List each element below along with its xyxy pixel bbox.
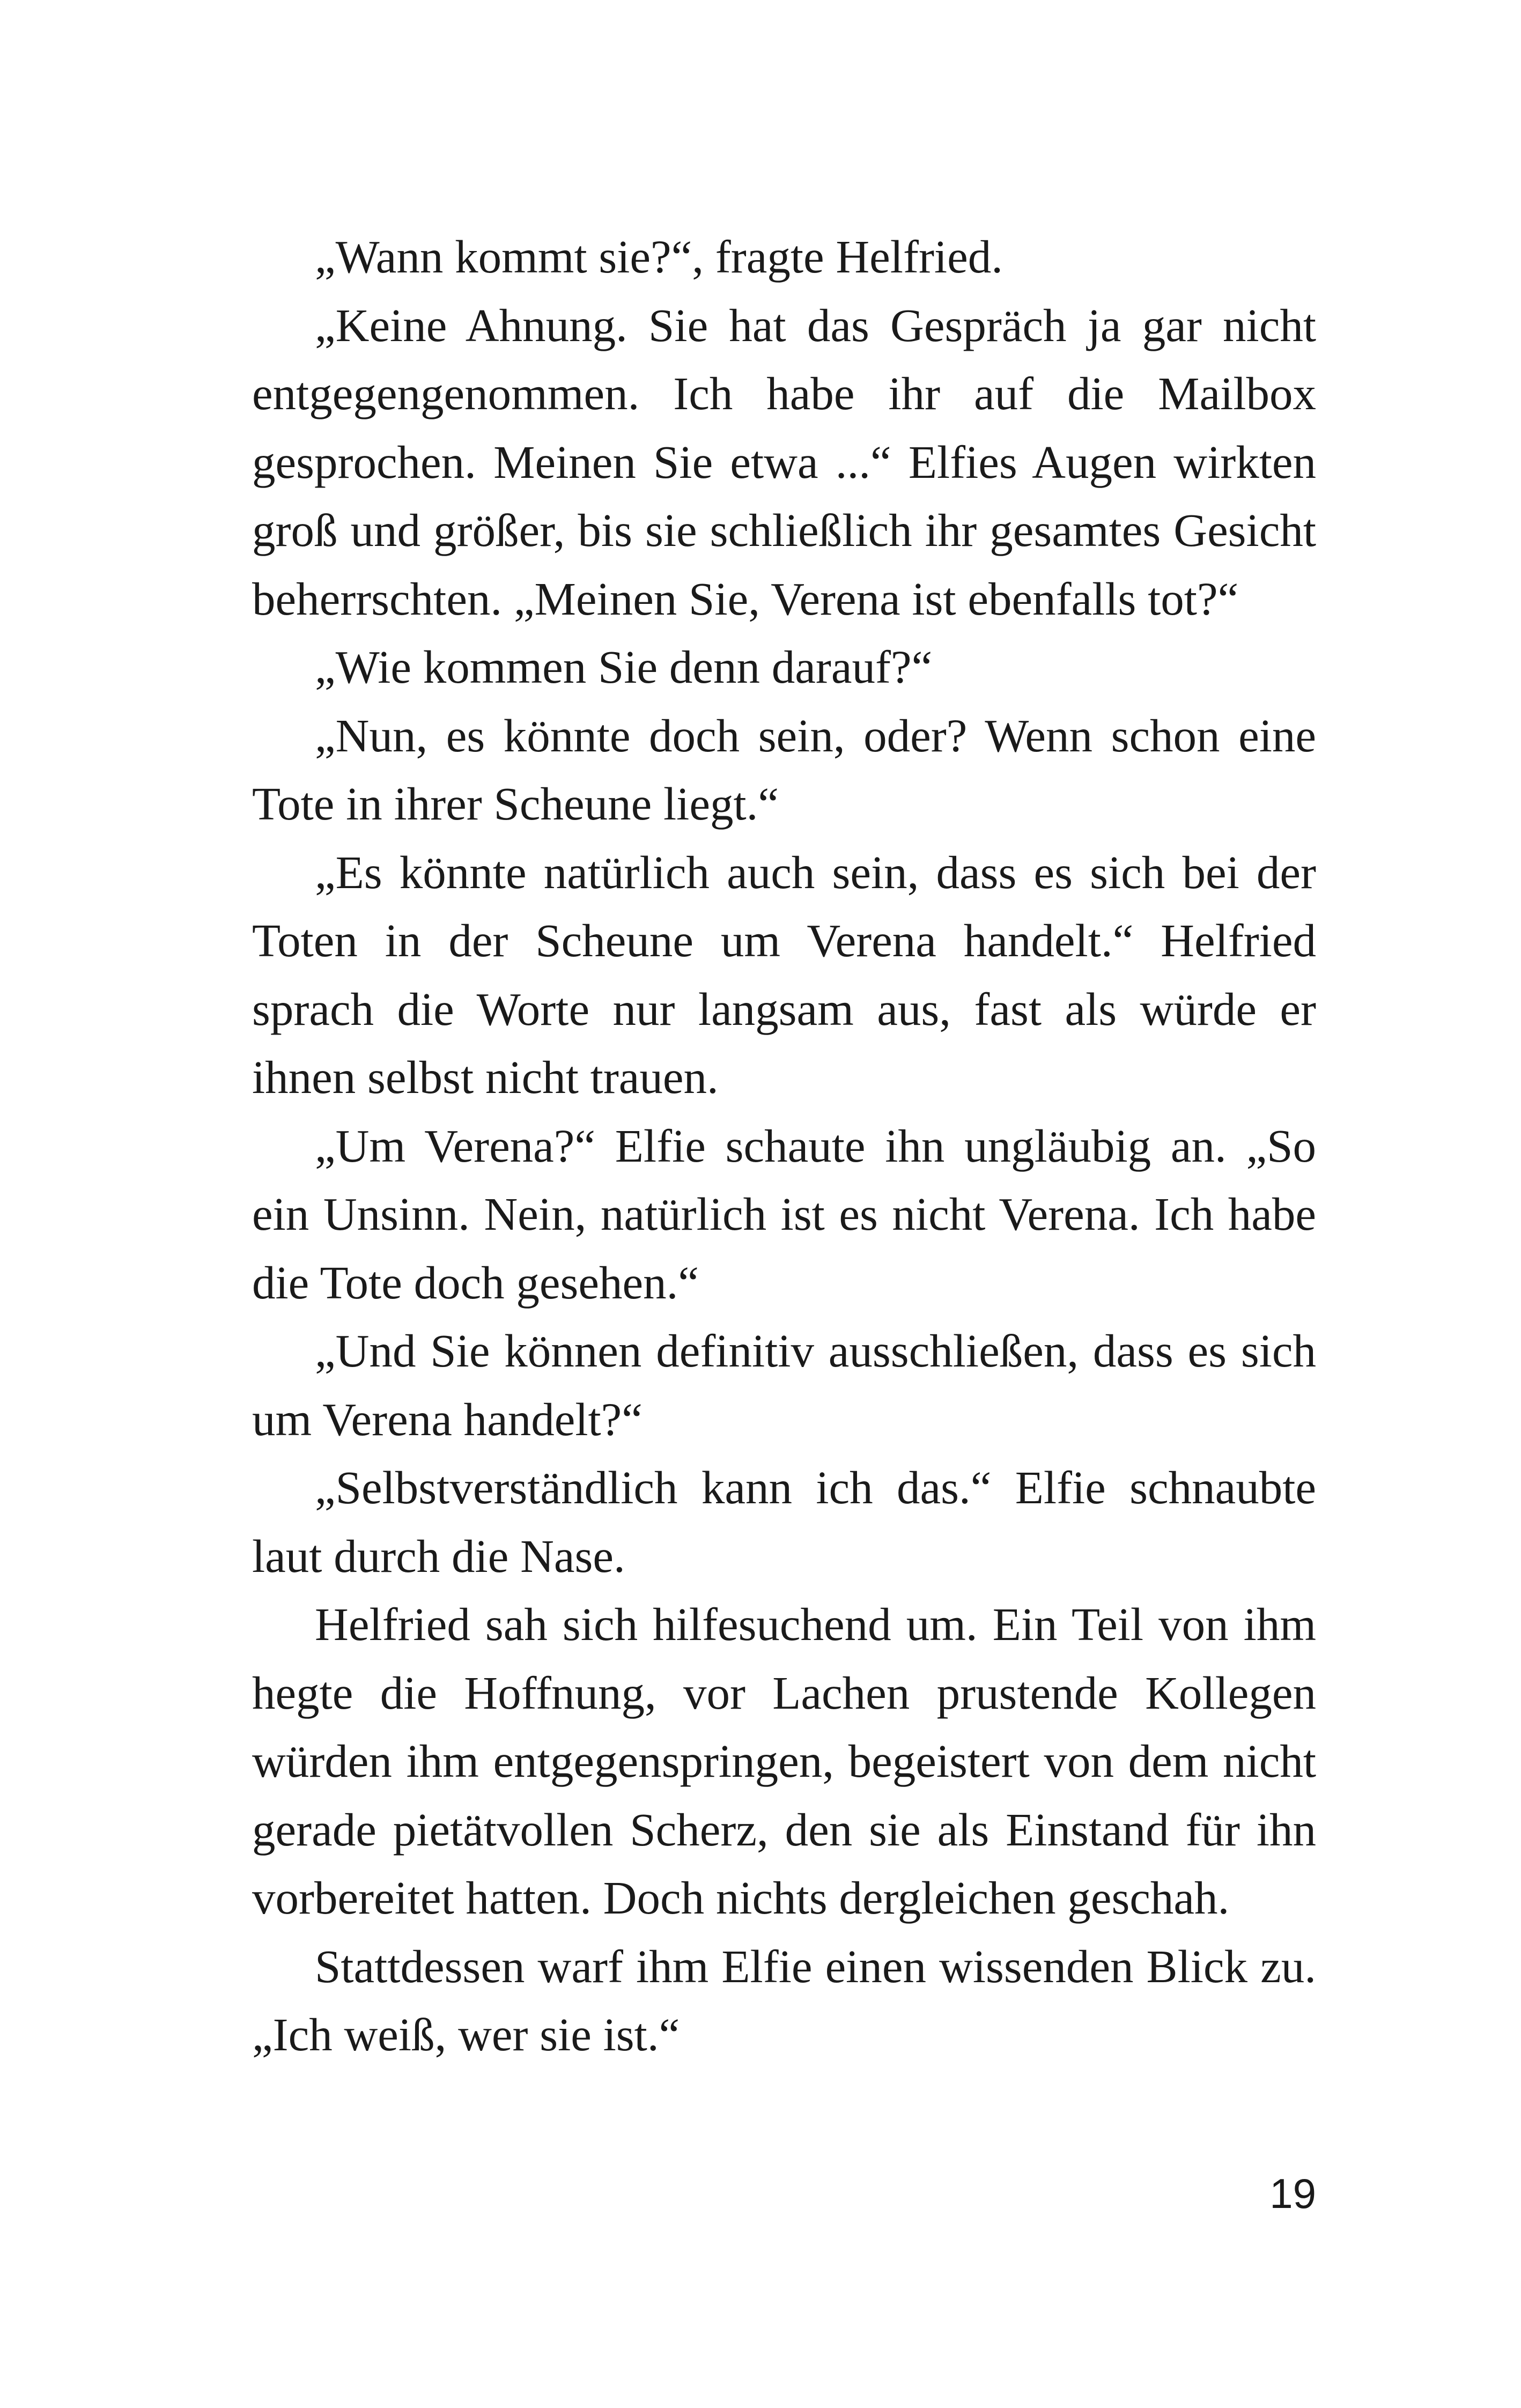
body-text	[252, 223, 1316, 2069]
paragraph: Stattdessen warf ihm Elfie einen wissenden Blick zu. „Ich weiß, wer sie ist.“	[252, 1940, 1316, 2060]
paragraph: „Es könnte natürlich auch sein, dass es sich bei der Toten in der Scheune um Verena handelt.“ Helfried sprach die Worte nur langsam aus, fast als würde er ihnen selbst nicht trauen.	[252, 846, 1316, 1103]
paragraph: „Keine Ahnung. Sie hat das Gespräch ja gar nicht entgegengenommen. Ich habe ihr auf die Mailbox gesprochen. Meinen Sie etwa ...“ Elfies Augen wirkten groß und größer, bis sie schließlich ihr gesamtes Gesicht beherrschten. „Meinen Sie, Verena ist ebenfalls tot?“	[252, 299, 1316, 625]
page-number: 19	[1269, 2170, 1316, 2217]
paragraph: „Wann kommt sie?“, fragte Helfried.	[315, 231, 1003, 283]
paragraph: „Selbstverständlich kann ich das.“ Elfie schnaubte laut durch die Nase.	[252, 1461, 1316, 1582]
paragraph: Helfried sah sich hilfesuchend um. Ein Teil von ihm hegte die Hoffnung, vor Lachen prustende Kollegen würden ihm entgegenspringen, begeistert von dem nicht gerade pietätvollen Scherz, den sie als Einstand für ihn vorbereitet hatten. Doch nichts dergleichen geschah.	[252, 1598, 1316, 1924]
paragraph: „Um Verena?“ Elfie schaute ihn ungläubig an. „So ein Unsinn. Nein, natürlich ist es nicht Verena. Ich habe die Tote doch gesehen.“	[252, 1119, 1316, 1309]
paragraph: „Wie kommen Sie denn darauf?“	[315, 641, 933, 693]
paragraph: „Und Sie können definitiv ausschließen, dass es sich um Verena handelt?“	[252, 1325, 1316, 1445]
paragraph: „Nun, es könnte doch sein, oder? Wenn schon eine Tote in ihrer Scheune liegt.“	[252, 709, 1316, 830]
